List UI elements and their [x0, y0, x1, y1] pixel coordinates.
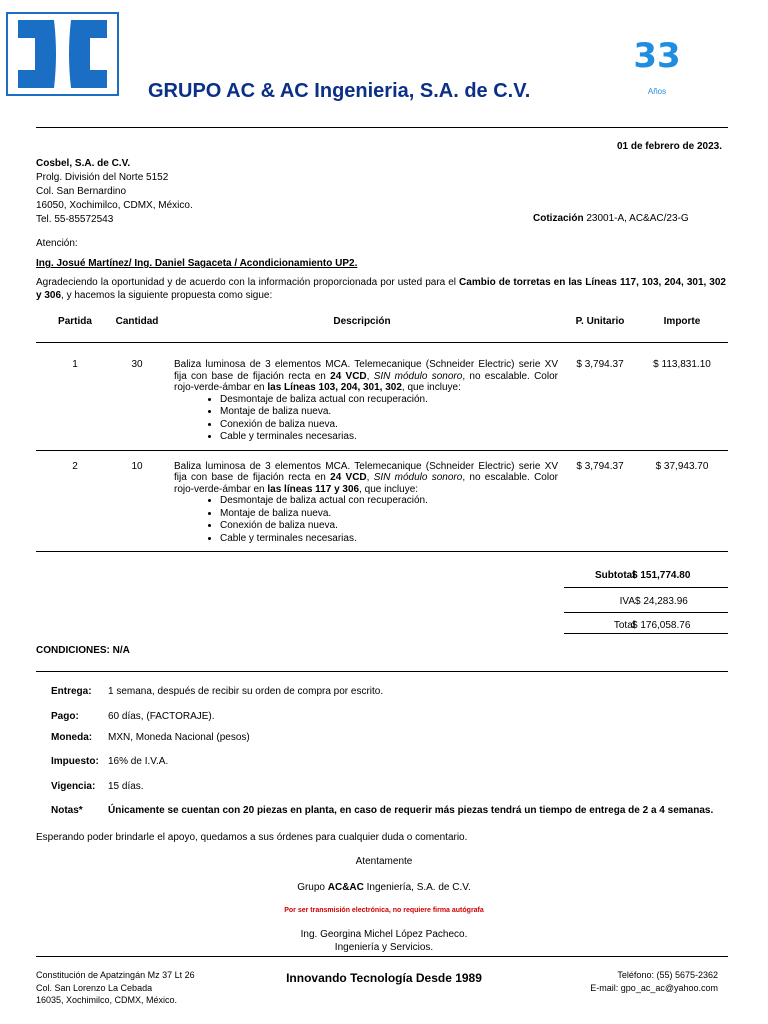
header-precio-unitario: P. Unitario — [564, 308, 636, 343]
vigencia-value: 15 días. — [108, 781, 144, 792]
footer-divider — [36, 956, 728, 957]
footer-email: E-mail: gpo_ac_ac@yahoo.com — [590, 982, 718, 993]
client-address-2: Col. San Bernardino — [36, 186, 127, 197]
row-description — [160, 343, 564, 451]
intro-text-bold: Cambio de torretas en las Líneas 117, 103, 204, 301, 302 y 306 — [36, 277, 726, 301]
impuesto-value: 16% de I.V.A. — [108, 756, 169, 767]
footer-slogan: Innovando Tecnología Desde 1989 — [286, 971, 482, 985]
table-header-row — [36, 308, 728, 343]
entrega-value: 1 semana, después de recibir su orden de compra por escrito. — [108, 686, 384, 697]
conditions-title: CONDICIONES: N/A — [36, 645, 130, 656]
impuesto-label: Impuesto: — [51, 756, 99, 767]
included-list — [174, 394, 558, 444]
quote-reference — [533, 212, 689, 225]
row-description — [160, 450, 564, 552]
header-importe: Importe — [636, 308, 728, 343]
moneda-value: MXN, Moneda Nacional (pesos) — [108, 732, 250, 743]
attention-names: Ing. Josué Martínez/ Ing. Daniel Sagaceta / Acondicionamiento UP2. — [36, 258, 358, 269]
moneda-label: Moneda: — [51, 732, 93, 743]
row-cantidad: 30 — [131, 359, 143, 370]
client-name: Cosbel, S.A. de C.V. — [36, 158, 131, 169]
client-phone: Tel. 55-85572543 — [36, 214, 114, 225]
row-unit-price: $ 3,794.37 — [576, 359, 624, 370]
logo-mark-icon — [8, 14, 117, 94]
footer-contact — [590, 969, 718, 994]
list-item: • Montaje de baliza nueva. — [220, 508, 558, 521]
intro-text-2: , y hacemos la siguiente propuesta como sigue: — [61, 290, 273, 301]
list-item: • Montaje de baliza nueva. — [220, 406, 558, 419]
subtotal-value: $ 151,774.80 — [632, 570, 691, 581]
iva-divider — [564, 612, 728, 613]
company-logo — [6, 12, 119, 96]
row-cantidad: 10 — [131, 460, 143, 472]
desc-text: , no escalable. Color rojo-verde-ámbar en — [174, 370, 558, 393]
desc-voltage: 24 VCD — [330, 472, 367, 483]
footer-phone: Teléfono: (55) 5675-2362 — [617, 970, 718, 980]
list-item: • Desmontaje de baliza actual con recuperación. — [220, 394, 558, 407]
company-post: Ingeniería, S.A. de C.V. — [363, 882, 471, 893]
iva-value: $ 24,283.96 — [635, 596, 688, 607]
signer-name: Ing. Georgina Michel López Pacheco. — [300, 929, 468, 940]
document-date: 01 de febrero de 2023. — [616, 141, 722, 152]
intro-text-1: Agradeciendo la oportunidad y de acuerdo con la información proporcionada por usted para el — [36, 277, 460, 288]
table-row — [36, 450, 728, 552]
client-address-3: 16050, Xochimilco, CDMX, México. — [36, 200, 193, 211]
desc-voltage: 24 VCD — [330, 370, 367, 382]
table-row — [36, 343, 728, 451]
list-item: • Desmontaje de baliza actual con recuperación. — [220, 495, 558, 508]
notas-label: Notas* — [51, 805, 83, 816]
desc-text: Baliza luminosa de 3 elementos MCA. Telemecanique (Schneider Electric) serie XV fija con base de fijación recta en — [174, 460, 558, 483]
desc-lines: las líneas 117 y 306 — [267, 483, 360, 495]
vigencia-label: Vigencia: — [51, 781, 96, 792]
company-name: GRUPO AC & AC Ingenieria, S.A. de C.V. — [148, 80, 531, 102]
total-value: $ 176,058.76 — [632, 620, 691, 631]
desc-text: , — [366, 472, 374, 483]
row-partida: 1 — [72, 359, 78, 370]
desc-lines: las Líneas 103, 204, 301, 302 — [267, 382, 402, 393]
signer-department: Ingeniería y Servicios. — [334, 942, 434, 953]
header-cantidad: Cantidad — [114, 308, 160, 343]
iva-label: IVA — [619, 596, 635, 607]
pago-value: 60 días, (FACTORAJE). — [108, 711, 215, 722]
header-divider — [36, 127, 728, 128]
quote-label: Cotización — [533, 213, 584, 224]
row-partida: 2 — [72, 460, 78, 472]
intro-paragraph — [36, 276, 726, 302]
header-partida: Partida — [36, 308, 114, 343]
included-list — [174, 495, 558, 545]
list-item: • Cable y terminales necesarias. — [220, 431, 558, 444]
electronic-note: Por ser transmisión electrónica, no requiere firma autógrafa — [284, 907, 484, 914]
client-address-1: Prolg. División del Norte 5152 — [36, 172, 169, 183]
entrega-label: Entrega: — [51, 686, 92, 697]
quote-number: 23001-A, AC&AC/23-G — [586, 213, 689, 224]
pago-label: Pago: — [51, 711, 79, 722]
desc-text: , no escalable. Color rojo-verde-ámbar en — [174, 472, 558, 495]
signature-company — [0, 882, 768, 893]
footer-address-2: Col. San Lorenzo La Cebada — [36, 982, 153, 993]
notas-value: Únicamente se cuentan con 20 piezas en planta, en caso de requerir más piezas tendrá un tiempo de entrega de 2 a 4 semanas. — [108, 805, 714, 816]
total-label: Total — [613, 620, 635, 631]
conditions-divider — [36, 671, 728, 672]
row-unit-price: $ 3,794.37 — [576, 460, 624, 472]
header-descripcion: Descripción — [160, 308, 564, 343]
total-divider — [564, 633, 728, 634]
client-block — [36, 157, 193, 227]
list-item: • Cable y terminales necesarias. — [220, 533, 558, 546]
subtotal-divider — [564, 587, 728, 588]
desc-text: Baliza luminosa de 3 elementos MCA. Telemecanique (Schneider Electric) serie XV fija con base de fijación recta en — [174, 359, 558, 382]
desc-sin: SIN módulo sonoro — [373, 472, 463, 483]
desc-text: , que incluye: — [401, 382, 461, 393]
anniversary-number: 33 — [633, 36, 681, 76]
desc-text: , que incluye: — [359, 483, 419, 495]
company-pre: Grupo — [297, 882, 328, 893]
anniversary-label: Años — [647, 87, 667, 96]
row-amount: $ 37,943.70 — [655, 460, 709, 472]
row-amount: $ 113,831.10 — [653, 359, 711, 370]
desc-sin: SIN módulo sonoro — [373, 370, 463, 382]
company-bold: AC&AC — [327, 882, 364, 893]
attention-label: Atención: — [36, 238, 78, 249]
desc-text: , — [366, 370, 374, 382]
list-item: • Conexión de baliza nueva. — [220, 419, 558, 432]
anniversary-badge — [632, 36, 682, 100]
closing-text: Esperando poder brindarle el apoyo, quedamos a sus órdenes para cualquier duda o comentario. — [36, 832, 468, 843]
footer-address-3: 16035, Xochimilco, CDMX, México. — [36, 995, 178, 1005]
quote-items-table — [36, 308, 728, 552]
subtotal-label: Subtotal — [595, 570, 635, 581]
footer-address-1: Constitución de Apatzingán Mz 37 Lt 26 — [36, 970, 195, 980]
regards-text: Atentamente — [355, 856, 413, 867]
list-item: • Conexión de baliza nueva. — [220, 520, 558, 533]
